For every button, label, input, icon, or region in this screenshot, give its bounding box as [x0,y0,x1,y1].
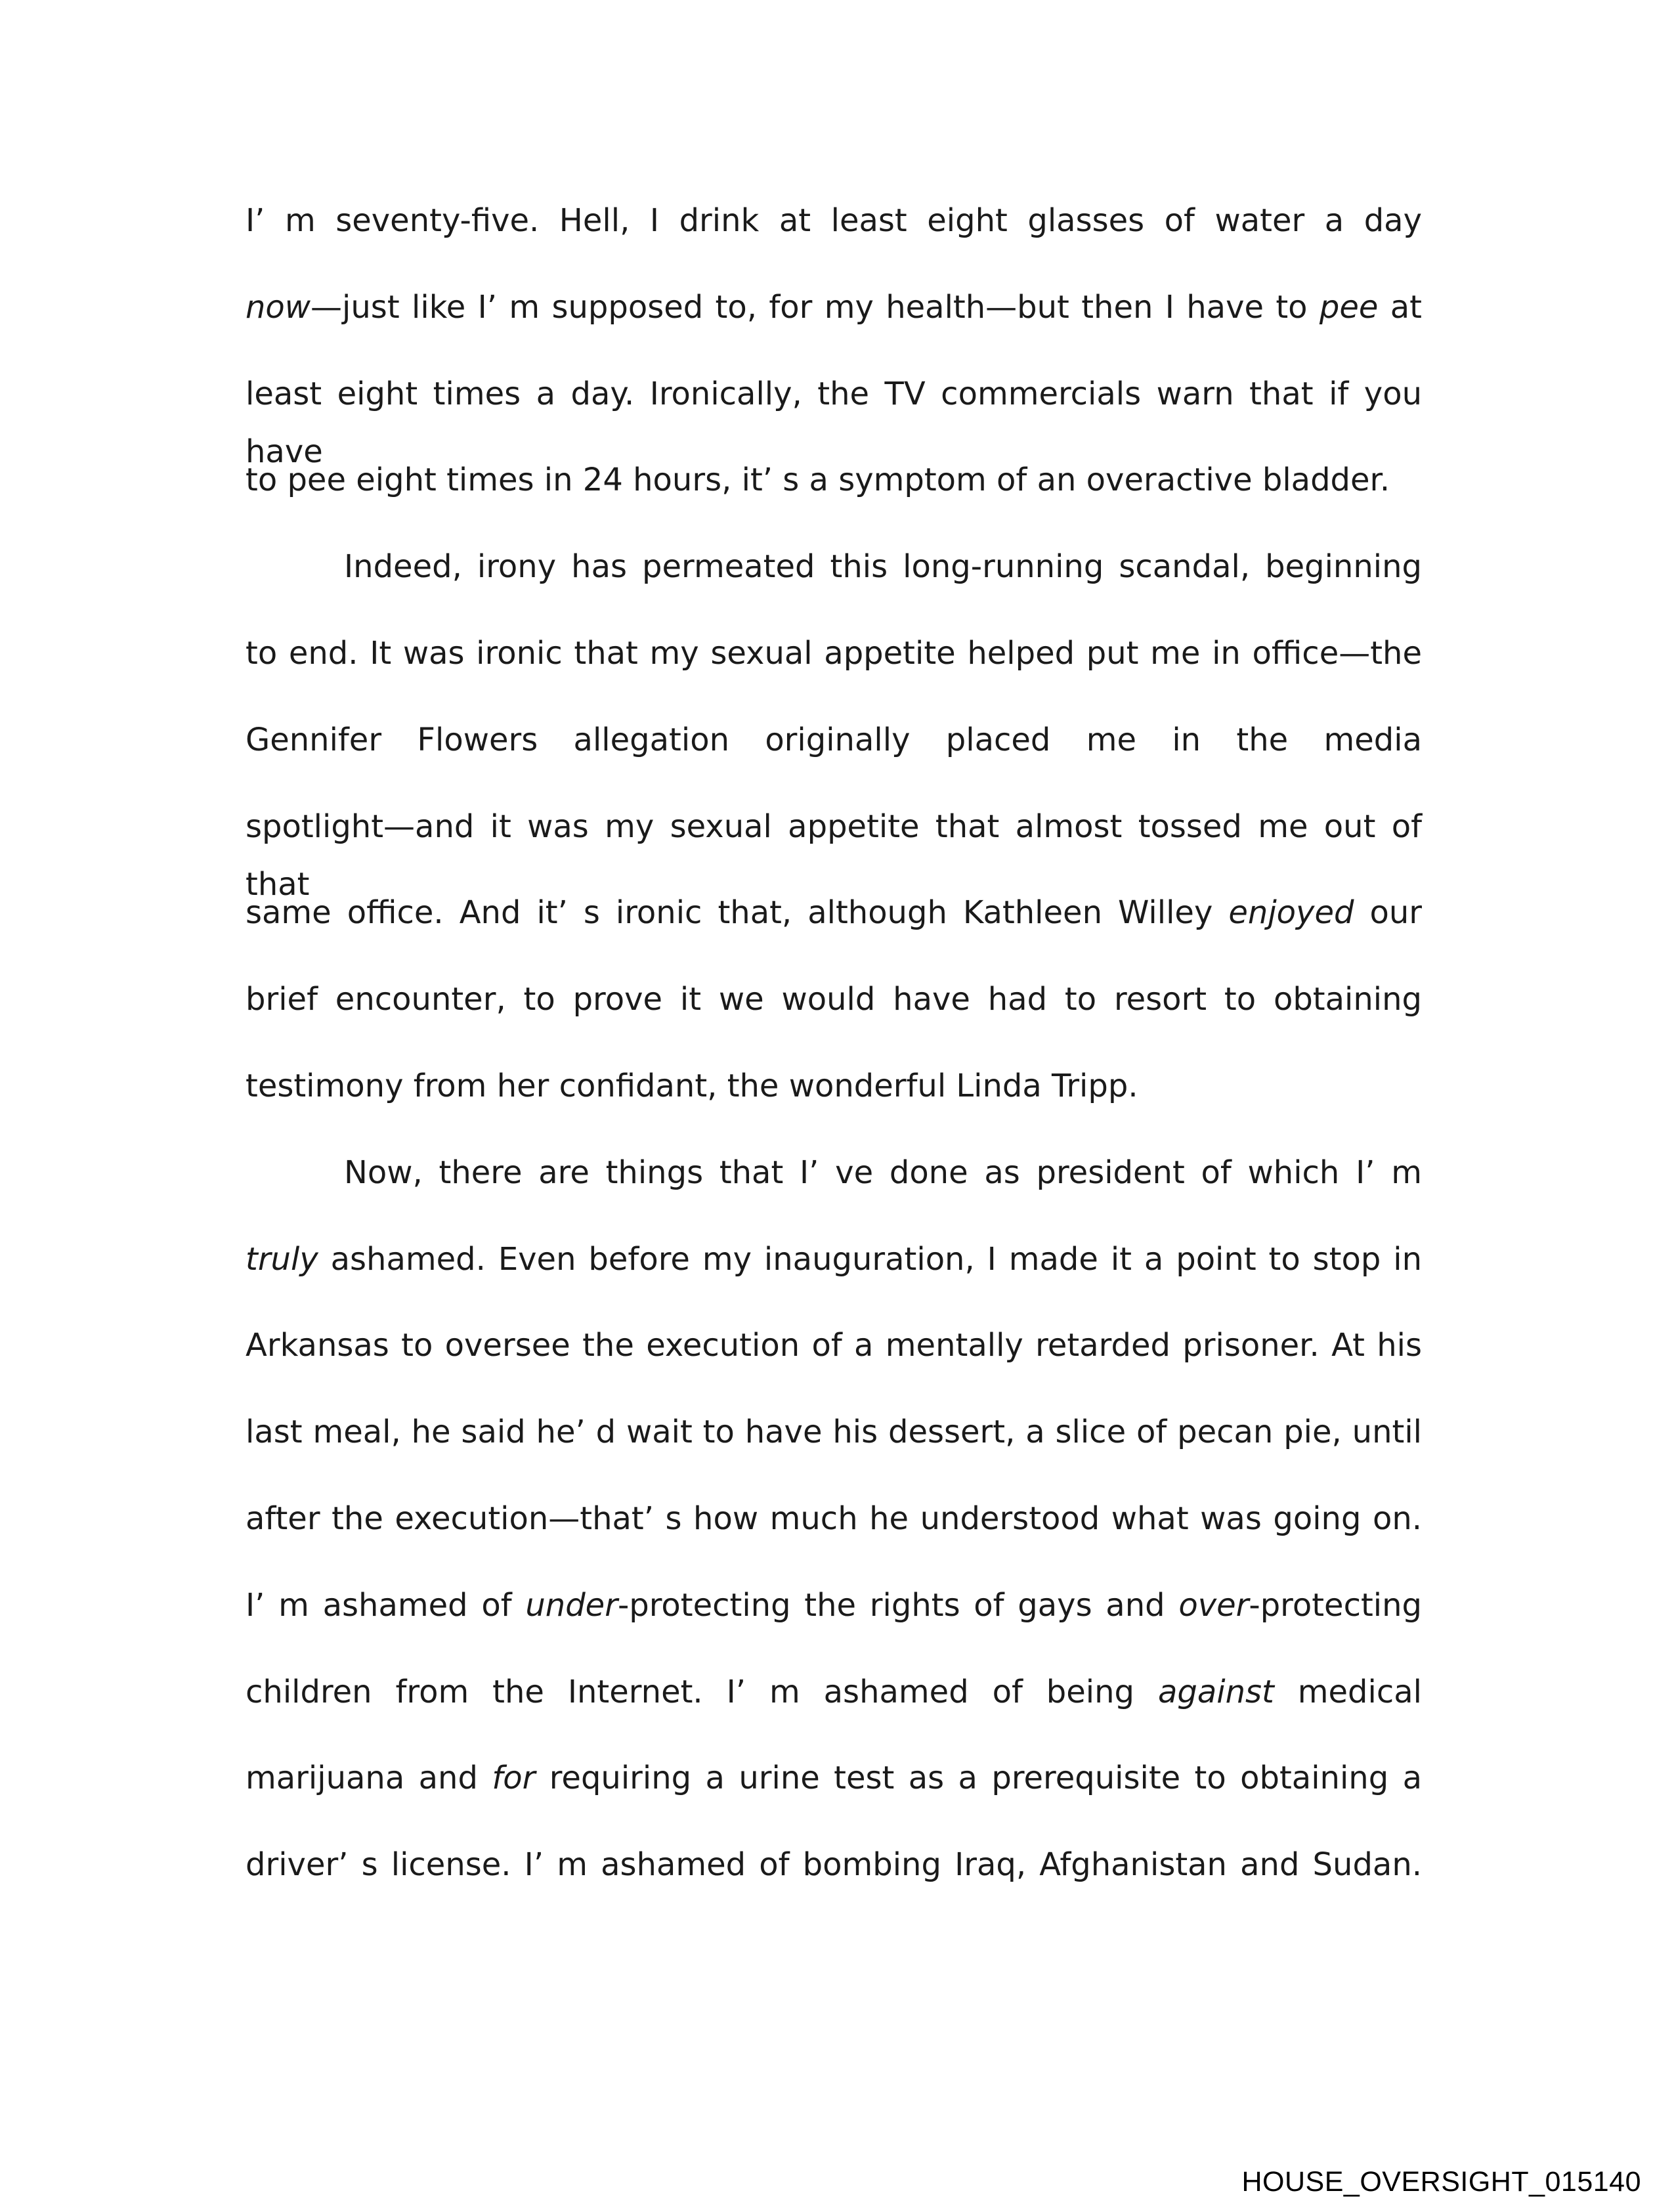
text-segment: Gennifer Flowers allegation originally placed me in the media [246,721,1422,758]
italic-text: for [492,1760,536,1797]
italic-text: under [525,1586,618,1624]
text-segment: Indeed, irony has permeated this long-running scandal, beginning [344,548,1422,586]
text-line-content [246,1836,1422,1894]
text-segment: same office. And it’ s ironic that, although Kathleen Willey [246,894,1229,932]
text-line-content [246,192,1422,249]
text-line [246,1144,1422,1230]
text-segment: our [1354,894,1422,932]
text-segment: spotlight—and it was my sexual appetite that almost tossed me out of that [246,808,1422,903]
text-line-content [344,538,1422,596]
text-line-content [246,1663,1422,1721]
text-segment: ashamed. Even before my inauguration, I made it a point to stop in [318,1240,1422,1278]
text-line-content [246,970,1422,1028]
text-segment: I’ m seventy-five. Hell, I drink at least eight glasses of water a day [246,202,1422,239]
text-line [246,970,1422,1057]
text-line [246,1490,1422,1576]
text-segment: -protecting the rights of gays and [617,1586,1179,1624]
italic-text: truly [246,1240,318,1278]
text-line [246,451,1422,538]
text-line [246,1403,1422,1490]
text-segment: -protecting [1249,1586,1423,1624]
text-segment: —just like I’ m supposed to, for my health—but then I have to [311,288,1320,326]
text-line [246,1576,1422,1663]
italic-text: enjoyed [1228,894,1354,932]
text-line-content [246,1403,1422,1461]
text-line-content [246,278,1422,336]
text-line [246,1316,1422,1403]
italic-text: now [246,288,311,326]
text-line [246,624,1422,711]
text-segment: marijuana and [246,1760,492,1797]
text-line [246,1836,1422,1922]
text-segment: after the execution—that’ s how much he understood what was going on. [246,1500,1422,1537]
text-segment: testimony from her confidant, the wonderful Linda Tripp. [246,1067,1138,1104]
text-segment: at [1378,288,1422,326]
text-segment: children from the Internet. I’ m ashamed of being [246,1673,1158,1710]
text-line [246,1057,1422,1144]
text-line-content [246,1316,1422,1374]
text-line [246,798,1422,903]
text-line-content [246,624,1422,682]
italic-text: pee [1319,288,1379,326]
text-line-content [246,1576,1422,1634]
bates-stamp: HOUSE_OVERSIGHT_015140 [1241,2166,1641,2198]
italic-text: over [1178,1586,1249,1624]
text-segment: requiring a urine test as a prerequisite to obtaining a [535,1760,1422,1797]
text-segment: Arkansas to oversee the execution of a mentally retarded prisoner. At his [246,1327,1422,1364]
text-line-content [246,884,1422,942]
text-segment: driver’ s license. I’ m ashamed of bombing Iraq, Afghanistan and Sudan. [246,1846,1422,1884]
text-line [246,365,1422,470]
text-line-content [246,1230,1422,1288]
text-line [246,1230,1422,1317]
text-line-content [246,1749,1422,1807]
text-segment: least eight times a day. Ironically, the TV commercials warn that if you have [246,375,1422,470]
text-segment: last meal, he said he’ d wait to have his dessert, a slice of pecan pie, until [246,1414,1422,1451]
body-text [246,192,1422,1922]
text-line-content [246,1057,1422,1115]
text-line [246,1749,1422,1836]
text-line-content [246,711,1422,769]
text-line [246,278,1422,365]
text-segment: Now, there are things that I’ ve done as president of which I’ m [344,1154,1422,1191]
text-line [246,711,1422,798]
text-segment: to pee eight times in 24 hours, it’ s a symptom of an overactive bladder. [246,462,1390,499]
text-line [246,884,1422,970]
text-segment: brief encounter, to prove it we would have had to resort to obtaining [246,981,1422,1018]
text-line [246,1663,1422,1750]
text-segment: I’ m ashamed of [246,1586,526,1624]
text-segment: medical [1274,1673,1422,1710]
text-line [246,192,1422,278]
text-segment: to end. It was ironic that my sexual appetite helped put me in office—the [246,634,1422,672]
italic-text: against [1157,1673,1274,1710]
text-line [246,538,1422,624]
text-line-content [246,1490,1422,1548]
text-line-content [246,451,1422,509]
text-line-content [344,1144,1422,1202]
